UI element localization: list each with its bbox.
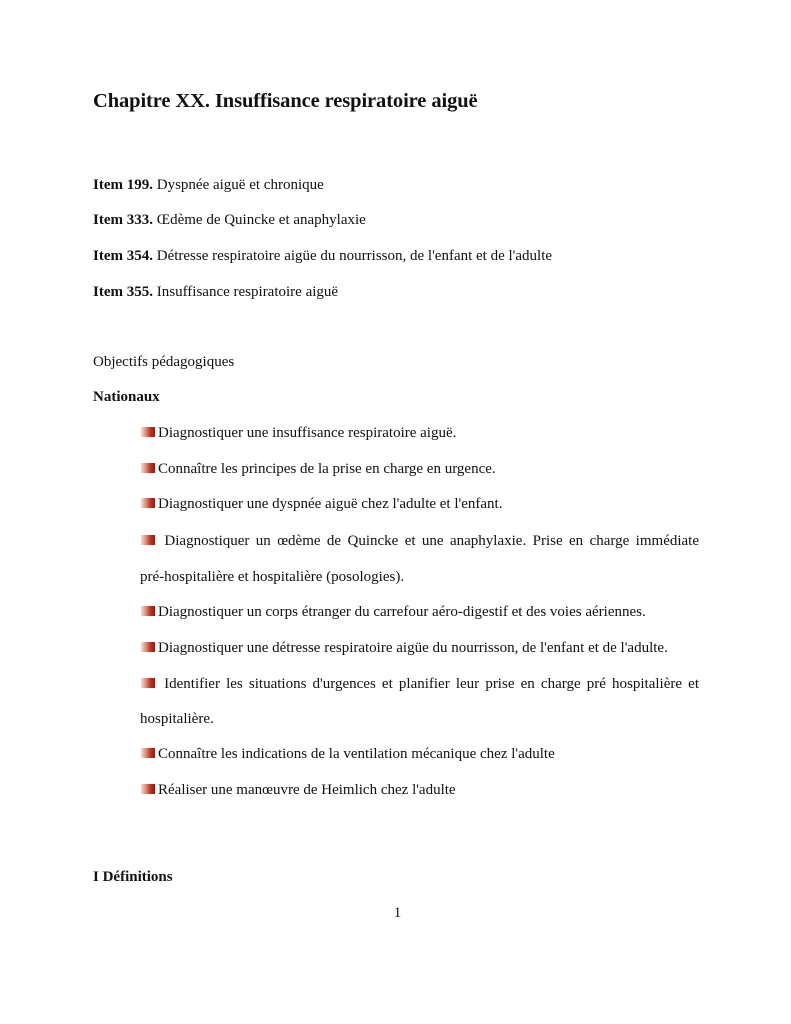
bullet-icon [141, 606, 155, 616]
item-text: Œdème de Quincke et anaphylaxie [156, 212, 366, 228]
item-line-199 [93, 177, 324, 194]
item-number: Item 355. [93, 284, 153, 300]
item-number: Item 333. [93, 212, 153, 228]
item-line-355 [93, 284, 338, 301]
objective-item [141, 533, 699, 550]
item-text: Dyspnée aiguë et chronique [156, 177, 324, 193]
bullet-icon [141, 463, 155, 473]
objective-text: Identifier les situations d'urgences et planifier leur prise en charge pré hospitalière et [164, 676, 699, 692]
item-text: Détresse respiratoire aigüe du nourrisson, de l'enfant et de l'adulte [156, 248, 553, 264]
objective-continuation: pré-hospitalière et hospitalière (posologies). [140, 569, 405, 585]
objective-item [141, 782, 456, 799]
bullet-icon [141, 748, 155, 758]
bullet-icon [141, 642, 155, 652]
bullet-icon [141, 535, 155, 545]
section-heading: I Définitions [93, 869, 173, 885]
objective-item [141, 640, 668, 657]
bullet-icon [141, 678, 155, 688]
item-line-333 [93, 212, 366, 229]
objective-text: Diagnostiquer une insuffisance respiratoire aiguë. [158, 425, 457, 441]
nationaux-heading: Nationaux [93, 389, 160, 405]
bullet-icon [141, 427, 155, 437]
objectifs-heading: Objectifs pédagogiques [93, 354, 235, 370]
objective-item [141, 425, 456, 442]
objective-text: Diagnostiquer un œdème de Quincke et une anaphylaxie. Prise en charge immédiate [164, 533, 699, 549]
item-line-354 [93, 248, 552, 265]
objective-text: Diagnostiquer une détresse respiratoire aigüe du nourrisson, de l'enfant et de l'adulte. [158, 640, 668, 656]
objective-text: Connaître les indications de la ventilation mécanique chez l'adulte [158, 746, 555, 762]
item-number: Item 354. [93, 248, 153, 264]
objective-text: Diagnostiquer une dyspnée aiguë chez l'adulte et l'enfant. [158, 496, 503, 512]
page-number: 1 [393, 905, 402, 921]
item-number: Item 199. [93, 177, 153, 193]
bullet-icon [141, 784, 155, 794]
objective-item [141, 604, 646, 621]
objective-text: Diagnostiquer un corps étranger du carrefour aéro-digestif et des voies aériennes. [158, 604, 646, 620]
objective-continuation: hospitalière. [140, 711, 214, 727]
objective-item [141, 496, 502, 513]
objective-item [141, 746, 555, 763]
chapter-title: Chapitre XX. Insuffisance respiratoire aiguë [93, 90, 478, 112]
objective-text: Connaître les principes de la prise en charge en urgence. [158, 461, 496, 477]
bullet-icon [141, 498, 155, 508]
objective-item [141, 676, 699, 693]
objective-item [141, 461, 496, 478]
objective-text: Réaliser une manœuvre de Heimlich chez l'adulte [158, 782, 456, 798]
item-text: Insuffisance respiratoire aiguë [156, 284, 339, 300]
